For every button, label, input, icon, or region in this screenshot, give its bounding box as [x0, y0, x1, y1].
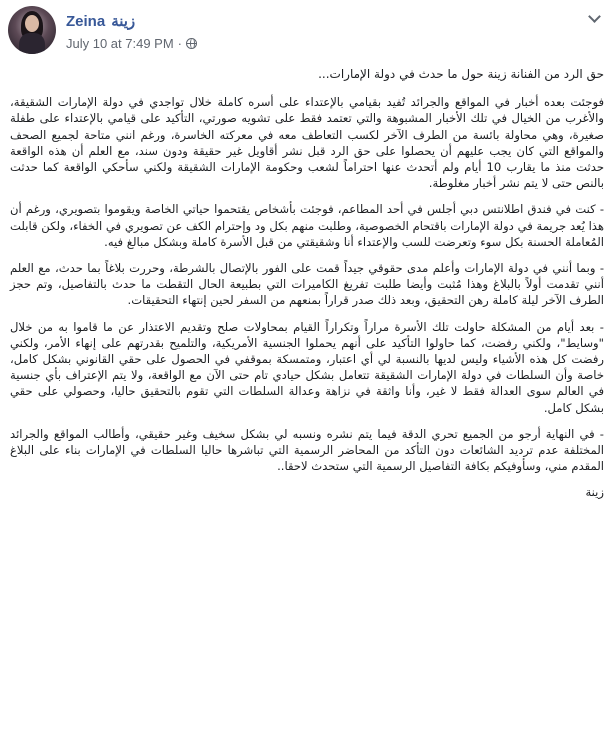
avatar[interactable]	[8, 6, 56, 54]
post-paragraph-2: - كنت في فندق اطلانتس دبي أجلس في أحد المطاعم، فوجئت بأشخاص يقتحموا حياتي الخاصة ويقوموا بتصويري، ورغم أن هذا يُعد جريمة في دولة الإمارات باقتحام الخصوصية، وطلبت منهم بكل ود وإحترام الكف عن تصويري في الخفاء، ولكن قابلت المُعاملة الحسنة بكل سوء وتعرضت للسب والإعتداء أنا وشقيقتي من قبل الأسرة كاملة وبشكل مبالغ فيه.	[10, 202, 604, 249]
post-paragraph-5: - في النهاية أرجو من الجميع تحري الدقة فيما يتم نشره ونسبه لي بشكل سخيف وغير حقيقي، وأطالب المواقع والجرائد المختلفة عدم ترديد الشائعات دون التأكد من المحاضر الرسمية التي تباشرها حاليا السلطات في الإمارات بناء على البلاغ المقدم مني، وسأوفيكم بكافة التفاصيل الرسمية التي ستحدث لاحقا..	[10, 426, 604, 474]
author-name-latin[interactable]: Zeina	[66, 13, 106, 30]
author-name[interactable]	[66, 12, 141, 30]
post-body	[10, 66, 604, 501]
post-header	[8, 6, 605, 58]
post-timestamp[interactable]: July 10 at 7:49 PM	[66, 36, 174, 51]
post-paragraph-3: - وبما أنني في دولة الإمارات وأعلم مدى حقوقي جيداً قمت على الفور بالإتصال بالشرطة، وحررت بلاغاً بما حدث، مع العلم أنني تقدمت أولاً بالبلاغ وهذا مُثبت وأيضا طلبت تفريغ الكاميرات التي بطبيعة الحال التقطت ما حدث بالتفاصيل، وتم حجز الطرف الآخر ليلة كاملة رهن التحقيق، وبعد ذلك صدر قراراً بمنعهم من السفر لحين إنتهاء التحقيقات.	[10, 261, 604, 308]
post-title: حق الرد من الفنانة زينة حول ما حدث في دولة الإمارات...	[318, 67, 604, 81]
post-meta	[66, 36, 197, 51]
globe-icon[interactable]	[186, 38, 197, 49]
chevron-down-icon[interactable]	[587, 10, 603, 26]
avatar-body	[19, 33, 45, 54]
post-paragraph-4: - بعد أيام من المشكلة حاولت تلك الأسرة مراراً وتكراراً القيام بمحاولات صلح وتقديم الاعتذار عن ما قاموا به من خلال "وسايط"، ولكني رفضت، كما حاولوا التأكيد على أنهم يحملوا الجنسية الأمريكية، والتلميح بقدرتهم على إنهاء الأمر، ولكني رفضت كل هذه الأشياء وليس لديها بالنسبة لي أي اعتبار، ومتمسكة بموقفي في الحصول على حقي القانوني بشكل كامل، خاصة وأن السلطات في دولة الإمارات الشقيقة تتعامل بشكل حيادي تام حتى الآن مع الواقعة، ولا يتم الإعتراف بأي جنسية في العالم سوى العدالة فقط لا غير، وأنا واثقة في نزاهة وعدالة السلطات التي تقوم بالتحقيق حاليا، وحصولي على حقي بشكل كامل.	[10, 319, 604, 415]
author-name-arabic[interactable]: زينة	[111, 13, 136, 30]
post-signature: زينة	[585, 485, 604, 500]
meta-separator: ·	[177, 36, 183, 51]
avatar-face	[25, 15, 39, 32]
post-paragraph-1: فوجئت بعده أخبار في المواقع والجرائد تُفيد بقيامي بالإعتداء على أسره كاملة خلال تواجدي في دولة الإمارات الشقيقة، والأغرب من الخيال في تلك الأخبار المشبوهة والتي تعتمد فقط على تشويه صورتي، التأكيد على قيامي بالإعتداء على طفلة صغيرة، وهي محاولة بائسة من الطرف الآخر لكسب التعاطف معه في معركته الخاسرة، ورغم انني متاحة لجميع الصحف والمواقع التي كان يجب عليهم أن يحصلوا على حق الرد قبل نشر أقاويل غير حقيقة ودون سند، مع العلم أن هذه الواقعة حدثت منذ ما يقارب 10 أيام ولم أتحدث عنها احتراماً لشعب وحكومة الإمارات الشقيقة ولكني سأحكي الواقعة كما حدثت بالنص حتى لا يتم نشر أخبار مغلوطة.	[10, 95, 605, 191]
